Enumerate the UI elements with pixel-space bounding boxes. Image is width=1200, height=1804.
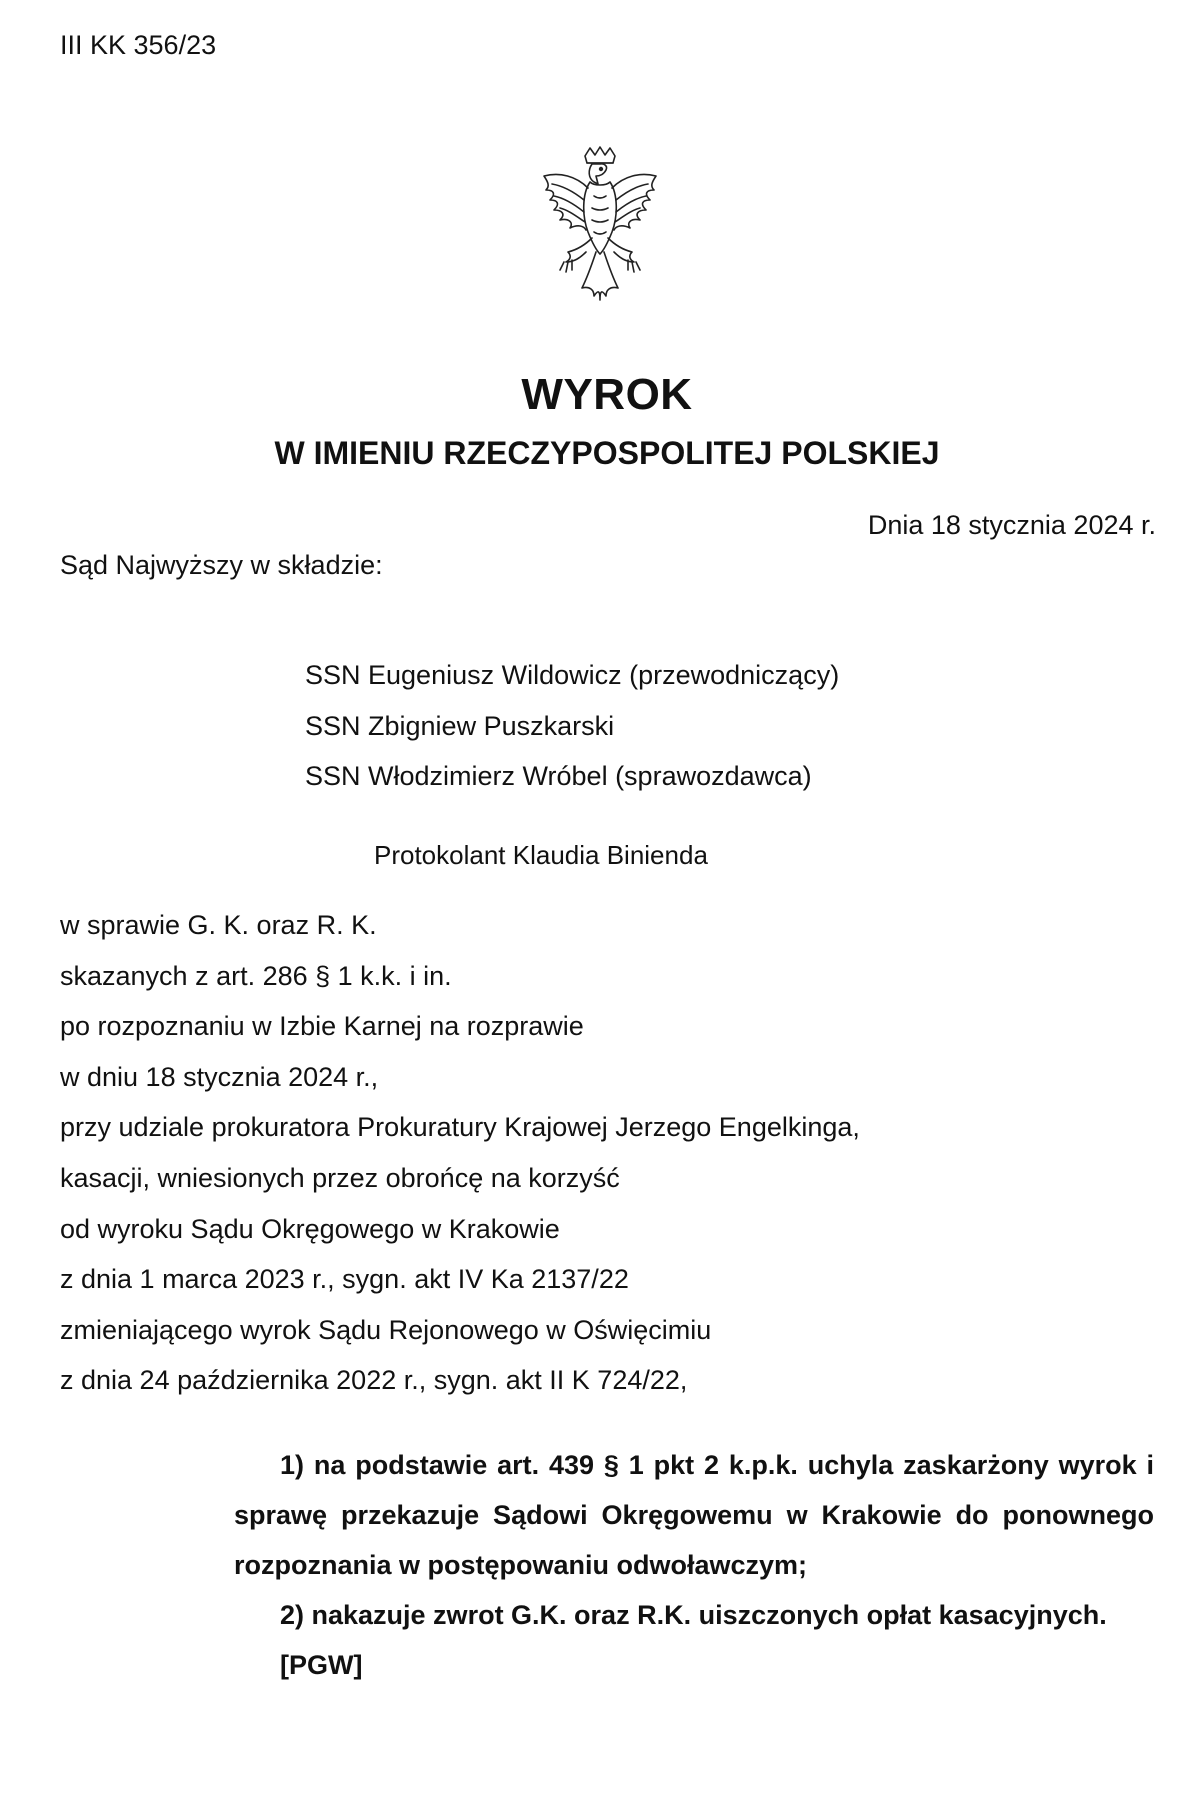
case-line: w sprawie G. K. oraz R. K. xyxy=(60,910,377,940)
case-line: po rozpoznaniu w Izbie Karnej na rozprawie xyxy=(60,1011,584,1042)
case-line: kasacji, wniesionych przez obrońcę na korzyść xyxy=(60,1162,620,1193)
case-line: z dnia 24 października 2022 r., sygn. akt II K 724/22, xyxy=(60,1365,688,1396)
ruling-tag: [PGW] xyxy=(280,1650,363,1680)
case-signature: III KK 356/23 xyxy=(60,30,217,60)
case-line: skazanych z art. 286 § 1 k.k. i in. xyxy=(60,960,452,991)
court-clerk: Protokolant Klaudia Binienda xyxy=(374,840,708,870)
judge-member: SSN Zbigniew Puszkarski xyxy=(305,710,615,741)
case-details xyxy=(60,900,860,1406)
case-line: przy udziale prokuratora Prokuratury Krajowej Jerzego Engelkinga, xyxy=(60,1112,860,1143)
judge-presiding: SSN Eugeniusz Wildowicz (przewodniczący) xyxy=(305,660,840,690)
document-subtitle: W IMIENIU RZECZYPOSPOLITEJ POLSKIEJ xyxy=(274,435,940,471)
document-title: WYROK xyxy=(521,370,693,419)
case-line: w dniu 18 stycznia 2024 r., xyxy=(60,1061,379,1092)
case-line: z dnia 1 marca 2023 r., sygn. akt IV Ka 2137/22 xyxy=(60,1264,629,1295)
case-line: od wyroku Sądu Okręgowego w Krakowie xyxy=(60,1213,560,1244)
polish-eagle-icon xyxy=(530,146,670,306)
judgment-date: Dnia 18 stycznia 2024 r. xyxy=(867,510,1156,540)
ruling-point: 2) nakazuje zwrot G.K. oraz R.K. uiszczonych opłat kasacyjnych. xyxy=(280,1600,1107,1630)
composition-label: Sąd Najwyższy w składzie: xyxy=(60,550,383,580)
judge-rapporteur: SSN Włodzimierz Wróbel (sprawozdawca) xyxy=(305,761,812,791)
case-line: zmieniającego wyrok Sądu Rejonowego w Oświęcimiu xyxy=(60,1314,712,1345)
ruling-section xyxy=(234,1440,1154,1690)
ruling-point: 1) na podstawie art. 439 § 1 pkt 2 k.p.k. uchyla zaskarżony wyrok i sprawę przekazuje Sądowi Okręgowemu w Krakowie do ponownego rozpoznania w postępowaniu odwoławczym; xyxy=(234,1450,1154,1580)
judges-list xyxy=(305,650,839,802)
